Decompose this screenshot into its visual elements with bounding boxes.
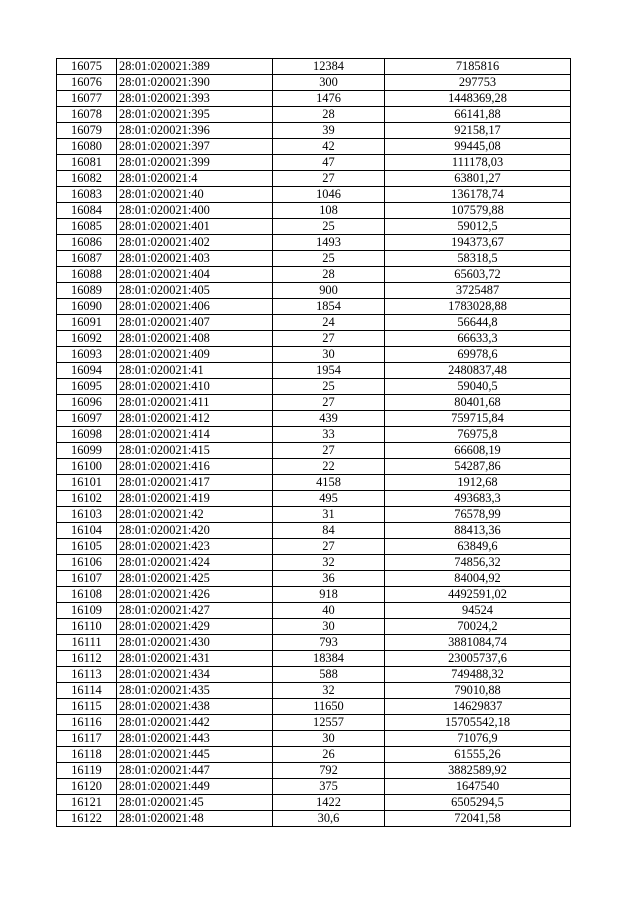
area-cell: 40	[273, 603, 385, 619]
cadastral-number-cell: 28:01:020021:420	[117, 523, 273, 539]
cadastral-value-cell: 70024,2	[385, 619, 571, 635]
row-number-cell: 16097	[57, 411, 117, 427]
cadastral-number-cell: 28:01:020021:48	[117, 811, 273, 827]
table-row	[57, 763, 571, 779]
cadastral-value-cell: 63801,27	[385, 171, 571, 187]
cadastral-number-cell: 28:01:020021:409	[117, 347, 273, 363]
cadastral-value-cell: 3725487	[385, 283, 571, 299]
area-cell: 32	[273, 555, 385, 571]
table-row	[57, 187, 571, 203]
row-number-cell: 16111	[57, 635, 117, 651]
table-row	[57, 267, 571, 283]
cadastral-value-cell: 14629837	[385, 699, 571, 715]
area-cell: 27	[273, 171, 385, 187]
row-number-cell: 16109	[57, 603, 117, 619]
area-cell: 1854	[273, 299, 385, 315]
table-row	[57, 715, 571, 731]
cadastral-value-cell: 2480837,48	[385, 363, 571, 379]
table-row	[57, 107, 571, 123]
cadastral-number-cell: 28:01:020021:397	[117, 139, 273, 155]
area-cell: 30	[273, 731, 385, 747]
cadastral-number-cell: 28:01:020021:403	[117, 251, 273, 267]
area-cell: 42	[273, 139, 385, 155]
cadastral-number-cell: 28:01:020021:404	[117, 267, 273, 283]
area-cell: 18384	[273, 651, 385, 667]
cadastral-number-cell: 28:01:020021:435	[117, 683, 273, 699]
row-number-cell: 16118	[57, 747, 117, 763]
cadastral-number-cell: 28:01:020021:411	[117, 395, 273, 411]
row-number-cell: 16113	[57, 667, 117, 683]
row-number-cell: 16077	[57, 91, 117, 107]
area-cell: 1046	[273, 187, 385, 203]
cadastral-value-cell: 194373,67	[385, 235, 571, 251]
cadastral-number-cell: 28:01:020021:410	[117, 379, 273, 395]
cadastral-number-cell: 28:01:020021:419	[117, 491, 273, 507]
table-row	[57, 411, 571, 427]
cadastral-value-cell: 54287,86	[385, 459, 571, 475]
table-row	[57, 427, 571, 443]
area-cell: 12557	[273, 715, 385, 731]
table-row	[57, 651, 571, 667]
area-cell: 27	[273, 539, 385, 555]
cadastral-number-cell: 28:01:020021:443	[117, 731, 273, 747]
table-row	[57, 635, 571, 651]
row-number-cell: 16120	[57, 779, 117, 795]
row-number-cell: 16101	[57, 475, 117, 491]
area-cell: 588	[273, 667, 385, 683]
area-cell: 900	[273, 283, 385, 299]
row-number-cell: 16107	[57, 571, 117, 587]
table-row	[57, 315, 571, 331]
table-row	[57, 299, 571, 315]
table-row	[57, 395, 571, 411]
cadastral-value-cell: 749488,32	[385, 667, 571, 683]
table-row	[57, 795, 571, 811]
cadastral-number-cell: 28:01:020021:414	[117, 427, 273, 443]
cadastral-value-cell: 71076,9	[385, 731, 571, 747]
row-number-cell: 16076	[57, 75, 117, 91]
area-cell: 1422	[273, 795, 385, 811]
cadastral-value-cell: 136178,74	[385, 187, 571, 203]
cadastral-number-cell: 28:01:020021:438	[117, 699, 273, 715]
cadastral-value-cell: 493683,3	[385, 491, 571, 507]
cadastral-value-cell: 111178,03	[385, 155, 571, 171]
cadastral-value-cell: 66141,88	[385, 107, 571, 123]
table-row	[57, 251, 571, 267]
table-row	[57, 619, 571, 635]
cadastral-value-cell: 15705542,18	[385, 715, 571, 731]
cadastral-number-cell: 28:01:020021:405	[117, 283, 273, 299]
cadastral-number-cell: 28:01:020021:423	[117, 539, 273, 555]
cadastral-value-cell: 59040,5	[385, 379, 571, 395]
row-number-cell: 16105	[57, 539, 117, 555]
cadastral-number-cell: 28:01:020021:45	[117, 795, 273, 811]
table-row	[57, 139, 571, 155]
table-row	[57, 779, 571, 795]
cadastral-number-cell: 28:01:020021:447	[117, 763, 273, 779]
cadastral-number-cell: 28:01:020021:389	[117, 59, 273, 75]
cadastral-value-cell: 56644,8	[385, 315, 571, 331]
row-number-cell: 16115	[57, 699, 117, 715]
row-number-cell: 16100	[57, 459, 117, 475]
cadastral-value-cell: 1647540	[385, 779, 571, 795]
cadastral-value-cell: 7185816	[385, 59, 571, 75]
row-number-cell: 16119	[57, 763, 117, 779]
area-cell: 495	[273, 491, 385, 507]
cadastral-value-cell: 1912,68	[385, 475, 571, 491]
cadastral-value-cell: 3882589,92	[385, 763, 571, 779]
table-row	[57, 475, 571, 491]
table-row	[57, 235, 571, 251]
row-number-cell: 16088	[57, 267, 117, 283]
area-cell: 30	[273, 619, 385, 635]
cadastral-number-cell: 28:01:020021:424	[117, 555, 273, 571]
area-cell: 1954	[273, 363, 385, 379]
cadastral-value-cell: 88413,36	[385, 523, 571, 539]
area-cell: 36	[273, 571, 385, 587]
cadastral-number-cell: 28:01:020021:416	[117, 459, 273, 475]
cadastral-number-cell: 28:01:020021:400	[117, 203, 273, 219]
cadastral-value-cell: 1448369,28	[385, 91, 571, 107]
cadastral-number-cell: 28:01:020021:396	[117, 123, 273, 139]
table-row	[57, 523, 571, 539]
cadastral-value-cell: 65603,72	[385, 267, 571, 283]
cadastral-number-cell: 28:01:020021:431	[117, 651, 273, 667]
row-number-cell: 16117	[57, 731, 117, 747]
area-cell: 11650	[273, 699, 385, 715]
row-number-cell: 16079	[57, 123, 117, 139]
area-cell: 793	[273, 635, 385, 651]
area-cell: 27	[273, 331, 385, 347]
row-number-cell: 16078	[57, 107, 117, 123]
row-number-cell: 16094	[57, 363, 117, 379]
area-cell: 33	[273, 427, 385, 443]
table-row	[57, 379, 571, 395]
cadastral-value-cell: 79010,88	[385, 683, 571, 699]
cadastral-value-cell: 74856,32	[385, 555, 571, 571]
cadastral-value-cell: 94524	[385, 603, 571, 619]
cadastral-number-cell: 28:01:020021:40	[117, 187, 273, 203]
cadastral-value-cell: 76975,8	[385, 427, 571, 443]
cadastral-value-cell: 66633,3	[385, 331, 571, 347]
cadastral-value-cell: 1783028,88	[385, 299, 571, 315]
table-row	[57, 811, 571, 827]
area-cell: 792	[273, 763, 385, 779]
table-row	[57, 571, 571, 587]
cadastral-value-cell: 4492591,02	[385, 587, 571, 603]
cadastral-number-cell: 28:01:020021:426	[117, 587, 273, 603]
table-row	[57, 363, 571, 379]
area-cell: 22	[273, 459, 385, 475]
cadastral-number-cell: 28:01:020021:408	[117, 331, 273, 347]
area-cell: 32	[273, 683, 385, 699]
row-number-cell: 16081	[57, 155, 117, 171]
area-cell: 27	[273, 395, 385, 411]
cadastral-value-cell: 297753	[385, 75, 571, 91]
cadastral-value-cell: 23005737,6	[385, 651, 571, 667]
row-number-cell: 16089	[57, 283, 117, 299]
area-cell: 39	[273, 123, 385, 139]
row-number-cell: 16114	[57, 683, 117, 699]
cadastral-number-cell: 28:01:020021:425	[117, 571, 273, 587]
row-number-cell: 16110	[57, 619, 117, 635]
area-cell: 25	[273, 379, 385, 395]
area-cell: 4158	[273, 475, 385, 491]
cadastral-number-cell: 28:01:020021:445	[117, 747, 273, 763]
row-number-cell: 16093	[57, 347, 117, 363]
area-cell: 300	[273, 75, 385, 91]
cadastral-number-cell: 28:01:020021:442	[117, 715, 273, 731]
cadastral-value-cell: 72041,58	[385, 811, 571, 827]
row-number-cell: 16083	[57, 187, 117, 203]
table-row	[57, 347, 571, 363]
table-row	[57, 587, 571, 603]
area-cell: 28	[273, 267, 385, 283]
cadastral-value-cell: 80401,68	[385, 395, 571, 411]
area-cell: 47	[273, 155, 385, 171]
cadastral-value-cell: 3881084,74	[385, 635, 571, 651]
cadastral-number-cell: 28:01:020021:415	[117, 443, 273, 459]
table-row	[57, 331, 571, 347]
table-row	[57, 507, 571, 523]
row-number-cell: 16091	[57, 315, 117, 331]
cadastral-value-table	[56, 58, 571, 827]
area-cell: 30,6	[273, 811, 385, 827]
cadastral-number-cell: 28:01:020021:407	[117, 315, 273, 331]
table-row	[57, 59, 571, 75]
row-number-cell: 16096	[57, 395, 117, 411]
table-row	[57, 539, 571, 555]
cadastral-value-cell: 66608,19	[385, 443, 571, 459]
cadastral-number-cell: 28:01:020021:406	[117, 299, 273, 315]
table-row	[57, 443, 571, 459]
cadastral-number-cell: 28:01:020021:402	[117, 235, 273, 251]
table-body	[57, 59, 571, 827]
cadastral-value-cell: 58318,5	[385, 251, 571, 267]
cadastral-number-cell: 28:01:020021:430	[117, 635, 273, 651]
table-row	[57, 683, 571, 699]
cadastral-number-cell: 28:01:020021:399	[117, 155, 273, 171]
cadastral-number-cell: 28:01:020021:434	[117, 667, 273, 683]
row-number-cell: 16099	[57, 443, 117, 459]
table-row	[57, 459, 571, 475]
table-row	[57, 155, 571, 171]
area-cell: 918	[273, 587, 385, 603]
cadastral-number-cell: 28:01:020021:395	[117, 107, 273, 123]
table-row	[57, 603, 571, 619]
cadastral-value-cell: 6505294,5	[385, 795, 571, 811]
area-cell: 375	[273, 779, 385, 795]
row-number-cell: 16095	[57, 379, 117, 395]
row-number-cell: 16122	[57, 811, 117, 827]
row-number-cell: 16102	[57, 491, 117, 507]
cadastral-number-cell: 28:01:020021:42	[117, 507, 273, 523]
cadastral-value-cell: 63849,6	[385, 539, 571, 555]
cadastral-value-cell: 92158,17	[385, 123, 571, 139]
area-cell: 30	[273, 347, 385, 363]
table-row	[57, 283, 571, 299]
cadastral-value-cell: 59012,5	[385, 219, 571, 235]
area-cell: 84	[273, 523, 385, 539]
row-number-cell: 16108	[57, 587, 117, 603]
cadastral-number-cell: 28:01:020021:449	[117, 779, 273, 795]
cadastral-value-cell: 61555,26	[385, 747, 571, 763]
cadastral-value-cell: 76578,99	[385, 507, 571, 523]
table-row	[57, 123, 571, 139]
area-cell: 108	[273, 203, 385, 219]
cadastral-number-cell: 28:01:020021:427	[117, 603, 273, 619]
area-cell: 439	[273, 411, 385, 427]
table-row	[57, 203, 571, 219]
row-number-cell: 16116	[57, 715, 117, 731]
cadastral-value-cell: 84004,92	[385, 571, 571, 587]
area-cell: 12384	[273, 59, 385, 75]
area-cell: 25	[273, 219, 385, 235]
area-cell: 25	[273, 251, 385, 267]
row-number-cell: 16087	[57, 251, 117, 267]
table-row	[57, 171, 571, 187]
table-row	[57, 555, 571, 571]
row-number-cell: 16121	[57, 795, 117, 811]
row-number-cell: 16103	[57, 507, 117, 523]
cadastral-number-cell: 28:01:020021:417	[117, 475, 273, 491]
row-number-cell: 16086	[57, 235, 117, 251]
cadastral-number-cell: 28:01:020021:429	[117, 619, 273, 635]
row-number-cell: 16082	[57, 171, 117, 187]
table-row	[57, 699, 571, 715]
row-number-cell: 16080	[57, 139, 117, 155]
row-number-cell: 16092	[57, 331, 117, 347]
area-cell: 24	[273, 315, 385, 331]
cadastral-number-cell: 28:01:020021:390	[117, 75, 273, 91]
cadastral-number-cell: 28:01:020021:393	[117, 91, 273, 107]
area-cell: 27	[273, 443, 385, 459]
row-number-cell: 16085	[57, 219, 117, 235]
area-cell: 31	[273, 507, 385, 523]
row-number-cell: 16106	[57, 555, 117, 571]
row-number-cell: 16104	[57, 523, 117, 539]
area-cell: 26	[273, 747, 385, 763]
cadastral-value-cell: 99445,08	[385, 139, 571, 155]
row-number-cell: 16084	[57, 203, 117, 219]
table-row	[57, 731, 571, 747]
cadastral-number-cell: 28:01:020021:401	[117, 219, 273, 235]
row-number-cell: 16112	[57, 651, 117, 667]
row-number-cell: 16075	[57, 59, 117, 75]
table-row	[57, 91, 571, 107]
cadastral-number-cell: 28:01:020021:412	[117, 411, 273, 427]
area-cell: 1493	[273, 235, 385, 251]
cadastral-number-cell: 28:01:020021:41	[117, 363, 273, 379]
table-row	[57, 747, 571, 763]
row-number-cell: 16098	[57, 427, 117, 443]
table-row	[57, 667, 571, 683]
cadastral-value-cell: 759715,84	[385, 411, 571, 427]
table-row	[57, 75, 571, 91]
area-cell: 1476	[273, 91, 385, 107]
row-number-cell: 16090	[57, 299, 117, 315]
table-row	[57, 491, 571, 507]
cadastral-value-cell: 69978,6	[385, 347, 571, 363]
table-row	[57, 219, 571, 235]
cadastral-number-cell: 28:01:020021:4	[117, 171, 273, 187]
area-cell: 28	[273, 107, 385, 123]
cadastral-value-cell: 107579,88	[385, 203, 571, 219]
